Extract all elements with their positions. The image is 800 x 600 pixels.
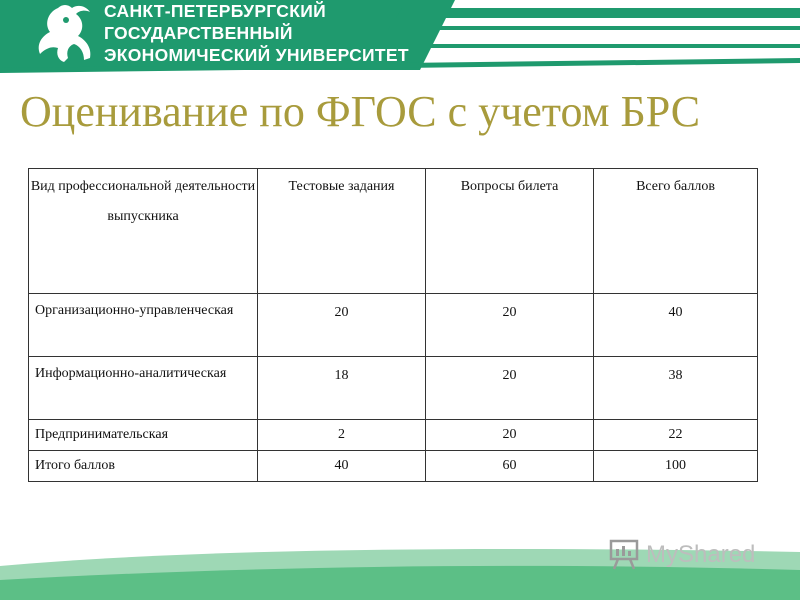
column-header: Всего баллов	[594, 169, 758, 294]
university-name-line: ГОСУДАРСТВЕННЫЙ	[104, 23, 293, 43]
column-header: Вопросы билета	[426, 169, 594, 294]
header-banner	[0, 0, 800, 78]
table-row	[29, 294, 758, 357]
cell-questions: 20	[426, 357, 594, 420]
cell-test: 18	[258, 357, 426, 420]
row-label: Информационно-аналитическая	[29, 357, 258, 420]
table-header-row	[29, 169, 758, 294]
cell-total: 100	[594, 451, 758, 482]
table-row-total	[29, 451, 758, 482]
cell-questions: 60	[426, 451, 594, 482]
cell-total: 22	[594, 420, 758, 451]
row-label: Предпринимательская	[29, 420, 258, 451]
cell-total: 40	[594, 294, 758, 357]
row-label: Итого баллов	[29, 451, 258, 482]
university-name-line: ЭКОНОМИЧЕСКИЙ УНИВЕРСИТЕТ	[104, 45, 409, 65]
cell-test: 2	[258, 420, 426, 451]
column-header: Вид профессиональной деятельности выпускника	[29, 169, 258, 294]
university-name	[104, 0, 409, 66]
cell-total: 38	[594, 357, 758, 420]
cell-questions: 20	[426, 294, 594, 357]
cell-test: 20	[258, 294, 426, 357]
column-header: Тестовые задания	[258, 169, 426, 294]
table-row	[29, 420, 758, 451]
cell-questions: 20	[426, 420, 594, 451]
row-label: Организационно-управленческая	[29, 294, 258, 357]
scores-table	[28, 168, 758, 482]
presentation-board-icon	[608, 537, 642, 571]
watermark-text: MyShared	[646, 541, 756, 568]
slide-title: Оценивание по ФГОС с учетом БРС	[20, 87, 701, 136]
table-row	[29, 357, 758, 420]
watermark	[608, 537, 768, 573]
university-name-line: САНКТ-ПЕТЕРБУРГСКИЙ	[104, 1, 326, 21]
griffin-logo-icon	[28, 2, 106, 64]
cell-test: 40	[258, 451, 426, 482]
